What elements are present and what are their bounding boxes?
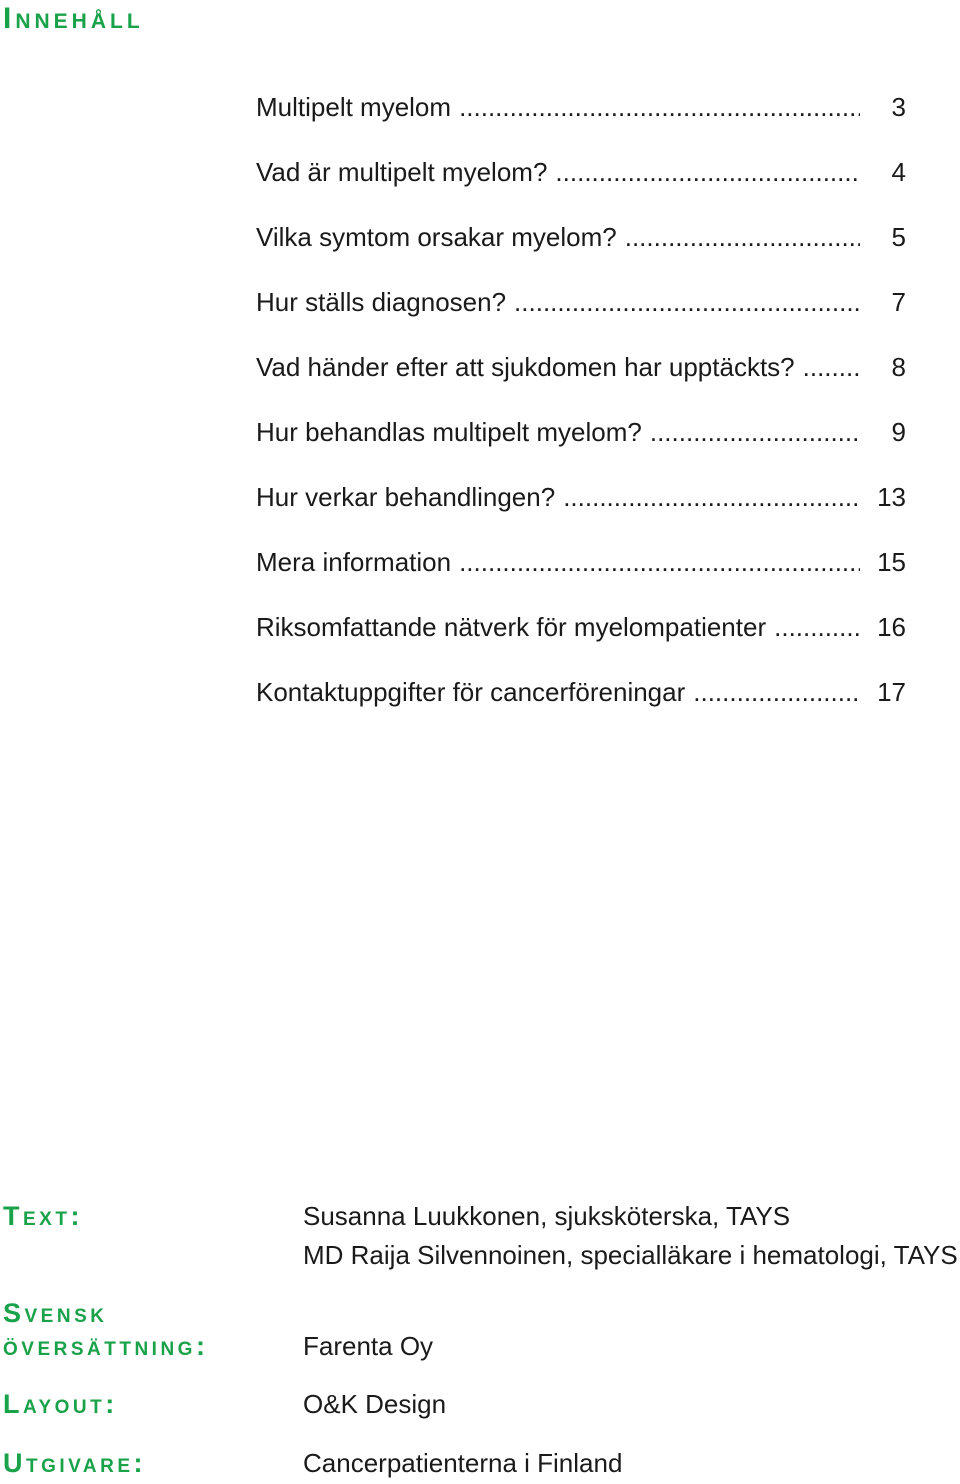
toc-entry <box>256 677 906 742</box>
toc-leader-dots <box>650 417 860 448</box>
credit-translation-value: Farenta Oy <box>303 1331 434 1361</box>
toc-entry-title: Riksomfattande nätverk för myelompatienter <box>256 612 767 642</box>
toc-entry-title: Mera information <box>256 547 452 577</box>
toc-entry-page: 7 <box>891 287 906 317</box>
toc-entry-page: 3 <box>891 92 906 122</box>
toc-entry-page: 13 <box>877 482 906 512</box>
credit-label-translation-1: Svensk <box>3 1298 108 1328</box>
toc-entry <box>256 287 906 352</box>
toc-leader-dots <box>514 287 860 318</box>
toc-entry-title: Vad händer efter att sjukdomen har upptäckts? <box>256 352 795 382</box>
toc-entry <box>256 482 906 547</box>
toc-entry-page: 4 <box>891 157 906 187</box>
toc-leader-dots <box>693 677 860 708</box>
toc-entry <box>256 547 906 612</box>
toc-leader-dots <box>625 222 860 253</box>
toc-leader-dots <box>774 612 860 643</box>
toc-entry-title: Multipelt myelom <box>256 92 452 122</box>
toc-entry-title: Vilka symtom orsakar myelom? <box>256 222 617 252</box>
toc-entry-title: Hur behandlas multipelt myelom? <box>256 417 642 447</box>
toc-entry <box>256 612 906 677</box>
toc-entry <box>256 352 906 417</box>
credit-label-text: Text: <box>3 1201 83 1231</box>
toc-leader-dots <box>563 482 860 513</box>
toc-leader-dots <box>555 157 860 188</box>
toc-entry <box>256 92 906 157</box>
credit-publisher-value: Cancerpatienterna i Finland <box>303 1448 623 1478</box>
toc-entry-title: Hur ställs diagnosen? <box>256 287 507 317</box>
toc-entry <box>256 222 906 287</box>
toc-leader-dots <box>803 352 860 383</box>
credit-text-author-2: MD Raija Silvennoinen, specialläkare i hematologi, TAYS <box>303 1240 958 1270</box>
toc-entry <box>256 157 906 222</box>
credit-label-translation-2: översättning: <box>3 1331 209 1361</box>
table-of-contents <box>256 92 906 742</box>
toc-entry-title: Hur verkar behandlingen? <box>256 482 556 512</box>
credit-layout-value: O&K Design <box>303 1389 447 1419</box>
toc-entry-page: 16 <box>877 612 906 642</box>
toc-leader-dots <box>459 92 860 123</box>
toc-entry-page: 17 <box>877 677 906 707</box>
toc-entry-page: 9 <box>891 417 906 447</box>
toc-leader-dots <box>459 547 860 578</box>
page-title: Innehåll <box>3 2 144 35</box>
credit-label-layout: Layout: <box>3 1389 118 1419</box>
toc-entry-title: Vad är multipelt myelom? <box>256 157 548 187</box>
toc-entry-page: 8 <box>891 352 906 382</box>
toc-entry <box>256 417 906 482</box>
credit-text-author-1: Susanna Luukkonen, sjuksköterska, TAYS <box>303 1201 791 1231</box>
toc-entry-page: 5 <box>891 222 906 252</box>
toc-entry-title: Kontaktuppgifter för cancerföreningar <box>256 677 686 707</box>
toc-entry-page: 15 <box>877 547 906 577</box>
credit-label-publisher: Utgivare: <box>3 1448 147 1478</box>
